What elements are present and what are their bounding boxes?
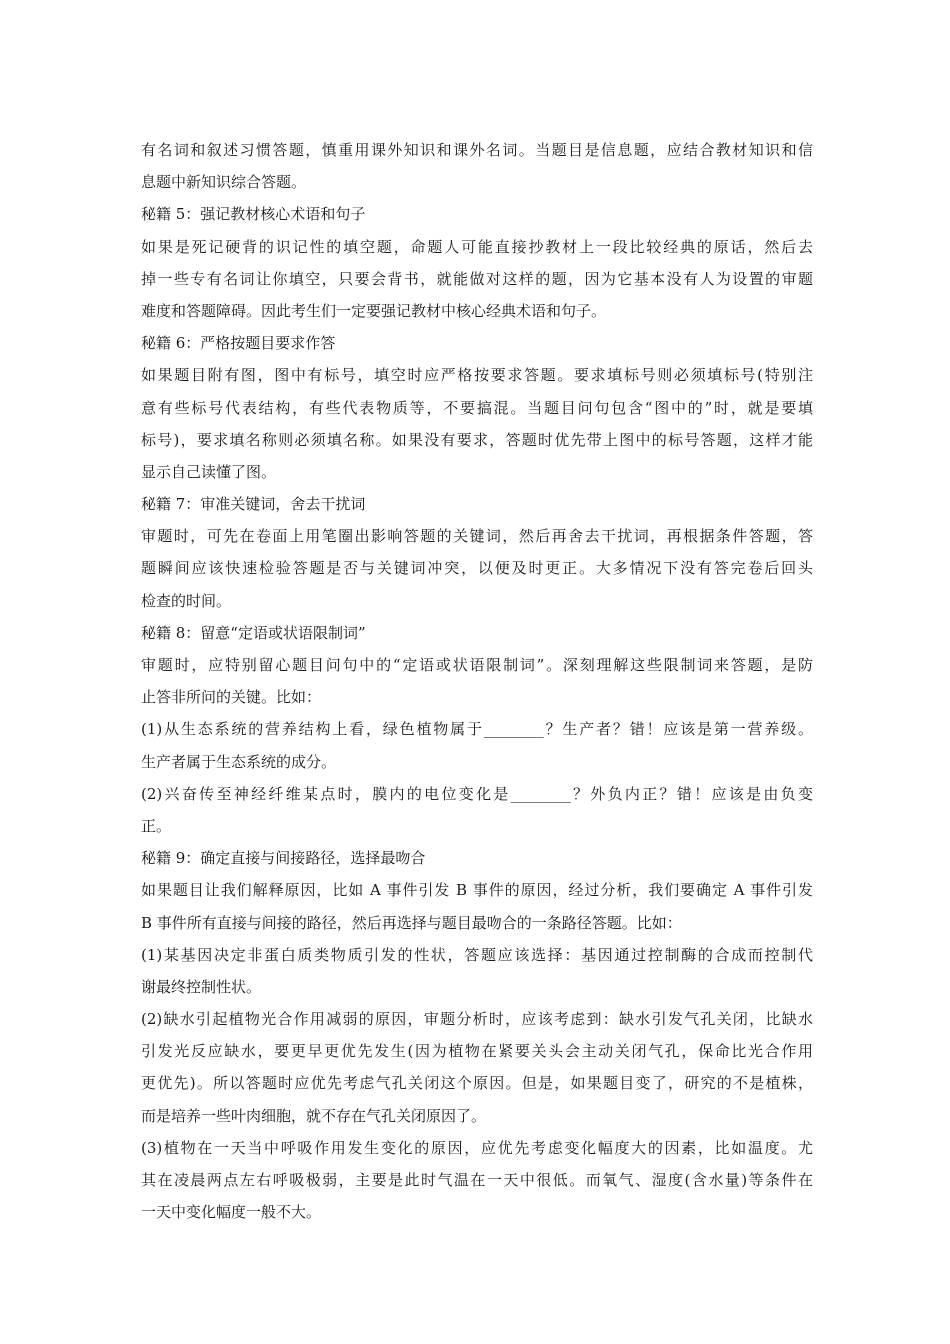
- text-line: 秘籍 9：确定直接与间接路径，选择最吻合: [141, 849, 426, 868]
- text-line: 检查的时间。: [141, 591, 232, 610]
- text-line: 引发光反应缺水，要更早更优先发生(因为植物在紧要关头会主动关闭气孔，保命比光合作用: [141, 1042, 813, 1061]
- text-line: 审题时，应特别留心题目问句中的“定语或状语限制词”。深刻理解这些限制词来答题，是防: [141, 656, 813, 674]
- text-line: 难度和答题障碍。因此考生们一定要强记教材中核心经典术语和句子。: [141, 301, 607, 320]
- text-line: 标号)，要求填名称则必须填名称。如果没有要求，答题时优先带上图中的标号答题，这样才能: [141, 430, 813, 449]
- text-line: (1)某基因决定非蛋白质类物质引发的性状，答题应该选择：基因通过控制酶的合成而控制代: [141, 945, 813, 964]
- text-line: 秘籍 7：审准关键词，舍去干扰词: [141, 495, 366, 514]
- text-line: B 事件所有直接与间接的路径，然后再选择与题目最吻合的一条路径答题。比如：: [141, 913, 682, 932]
- text-line: 如果题目让我们解释原因，比如 A 事件引发 B 事件的原因，经过分析，我们要确定 A 事件引发: [141, 881, 813, 900]
- text-line: 其在凌晨两点左右呼吸极弱，主要是此时气温在一天中很低。而氧气、湿度(含水量)等条件在: [141, 1171, 813, 1189]
- text-line: 而是培养一些叶肉细胞，就不存在气孔关闭原因了。: [141, 1106, 487, 1125]
- text-line: 息题中新知识综合答题。: [141, 173, 307, 192]
- text-line: 生产者属于生态系统的成分。: [141, 752, 337, 771]
- text-line: (2)缺水引起植物光合作用减弱的原因，审题分析时，应该考虑到：缺水引发气孔关闭，比缺水: [141, 1010, 813, 1029]
- text-line: 正。: [141, 816, 172, 835]
- text-line: 谢最终控制性状。: [141, 977, 262, 996]
- text-line: 秘籍 5：强记教材核心术语和句子: [141, 205, 366, 224]
- text-line: 意有些标号代表结构，有些代表物质等，不要搞混。当题目问句包含“图中的”时，就是要填: [141, 398, 813, 417]
- document-page: [141, 134, 813, 1228]
- text-line: 如果题目附有图，图中有标号，填空时应严格按要求答题。要求填标号则必须填标号(特别注: [141, 366, 813, 385]
- text-line: 有名词和叙述习惯答题，慎重用课外知识和课外名词。当题目是信息题，应结合教材知识和信: [141, 141, 813, 159]
- text-line: (2)兴奋传至神经纤维某点时，膜内的电位变化是________？外负内正？错！应该是由负变: [141, 784, 813, 803]
- text-line: 审题时，可先在卷面上用笔圈出影响答题的关键词，然后再舍去干扰词，再根据条件答题，答: [141, 527, 813, 546]
- text-line: 秘籍 8：留意“定语或状语限制词”: [141, 623, 366, 642]
- text-line: 显示自己读懂了图。: [141, 462, 277, 481]
- text-line: 止答非所问的关键。比如：: [141, 688, 322, 707]
- text-line: 秘籍 6：严格按题目要求作答: [141, 334, 336, 353]
- text-line: 更优先)。所以答题时应优先考虑气孔关闭这个原因。但是，如果题目变了，研究的不是植株，: [141, 1074, 813, 1093]
- text-line: (3)植物在一天当中呼吸作用发生变化的原因，应优先考虑变化幅度大的因素，比如温度。尤: [141, 1138, 813, 1157]
- text-line: (1)从生态系统的营养结构上看，绿色植物属于________？生产者？错！应该是第一营养级。: [141, 720, 813, 739]
- text-line: 掉一些专有名词让你填空，只要会背书，就能做对这样的题，因为它基本没有人为设置的审题: [141, 269, 813, 288]
- text-line: 题瞬间应该快速检验答题是否与关键词冲突，以便及时更正。大多情况下没有答完卷后回头: [141, 559, 813, 578]
- text-line: 一天中变化幅度一般不大。: [141, 1203, 322, 1222]
- text-line: 如果是死记硬背的识记性的填空题，命题人可能直接抄教材上一段比较经典的原话，然后去: [141, 237, 813, 256]
